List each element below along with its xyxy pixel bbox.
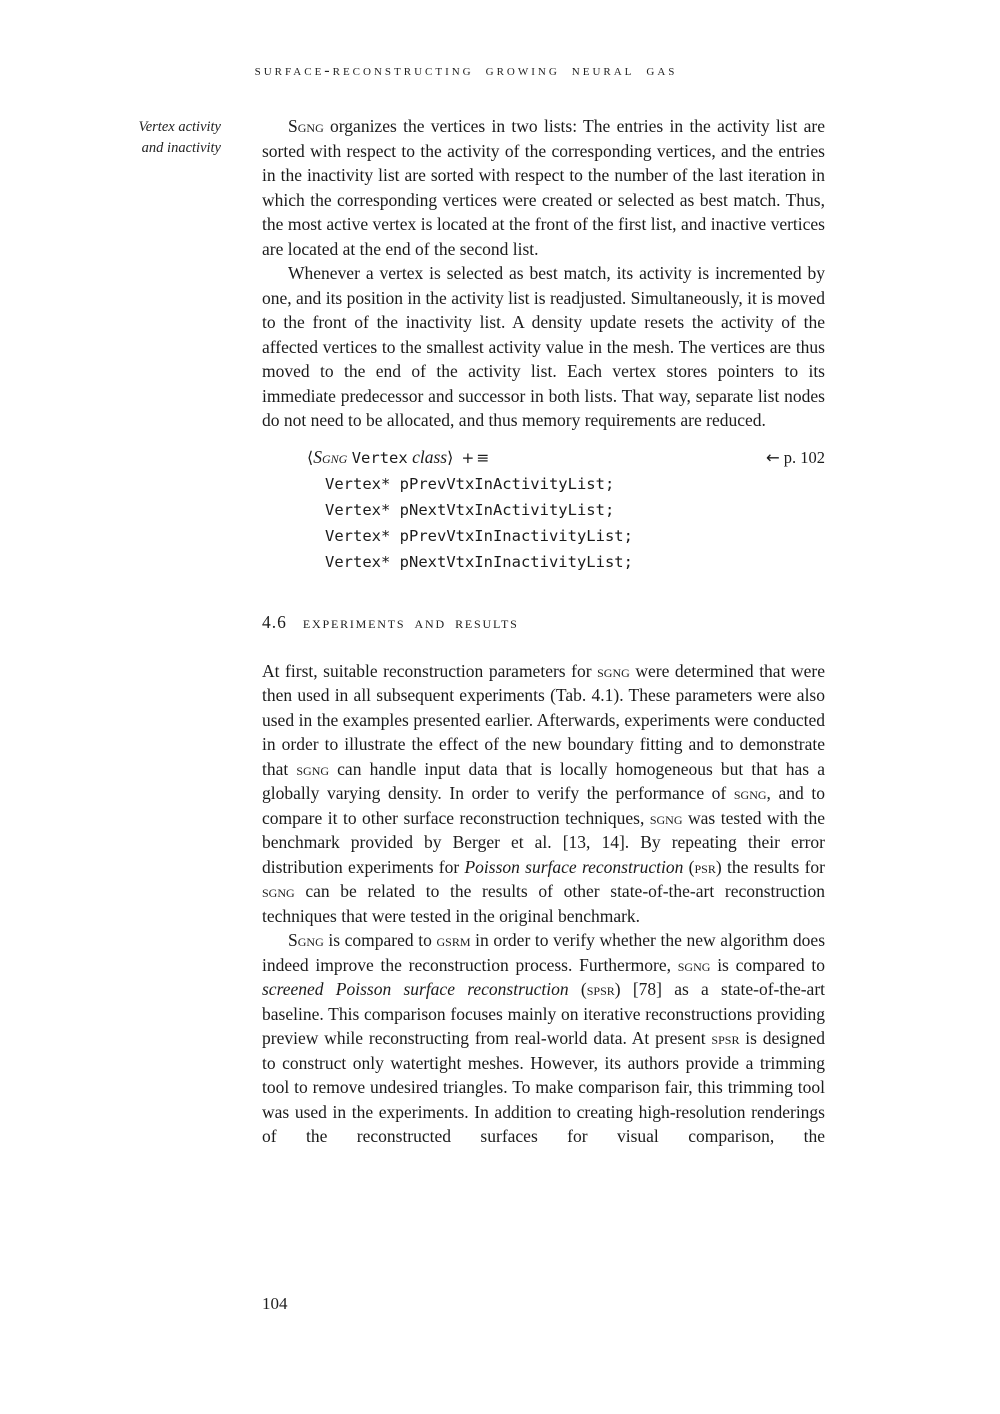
running-header: surface-reconstructing growing neural gas <box>254 62 678 79</box>
paragraph: At first, suitable reconstruction parameters for sgng were determined that were then used in all subsequent experiments (Tab. 4.1). These parameters were also used in the examples presented earlier. Afterwards, experiments were conducted in order to illustrate the effect of the new boundary fitting and to demonstrate that sgng can handle input data that is locally homogeneous but that has a globally varying density. In order to verify the performance of sgng, and to compare it to other surface reconstruction techniques, sgng was tested with the benchmark provided by Berger et al. [13, 14]. By repeating their error distribution experiments for Poisson surface reconstruction (psr) the results for sgng can be related to the results of other state-of-the-art reconstruction techniques that were tested in the original benchmark. <box>262 660 825 926</box>
chunk-name <box>307 444 491 471</box>
margin-note <box>60 117 221 159</box>
chunk-continuation-symbol: +≡ <box>461 448 492 467</box>
code-chunk <box>262 444 825 575</box>
code-chunk-header <box>262 444 825 471</box>
chunk-name-mono: Vertex <box>351 448 408 467</box>
code-line: Vertex* pNextVtxInActivityList; <box>325 500 615 519</box>
paragraph: Sgng organizes the vertices in two lists: The entries in the activity list are sorted with respect to the activity of the corresponding vertices, and the entries in the inactivity list are sorted with respect to the number of the last iteration in which the corresponding vertices were created or selected as best match. Thus, the most active vertex is located at the front of the first list, and inactive vertices are located at the end of the second list. <box>262 116 825 259</box>
code-lines <box>262 471 825 575</box>
body-paragraphs-bottom <box>262 659 825 1149</box>
body-paragraphs-top <box>262 114 825 433</box>
left-arrow-icon: ← <box>765 447 780 467</box>
chunk-close-bracket: ⟩ <box>447 447 454 467</box>
paragraph: Whenever a vertex is selected as best match, its activity is incremented by one, and its position in the activity list is readjusted. Simultaneously, it is moved to the front of the inactivity list. A density update resets the activity of the affected vertices to the smallest activity value in the mesh. The vertices are thus moved to the end of the activity list. Each vertex stores pointers to its immediate predecessor and successor in both lists. That way, separate list nodes do not need to be allocated, and thus memory requirements are reduced. <box>262 263 825 430</box>
code-line: Vertex* pNextVtxInInactivityList; <box>325 552 633 571</box>
code-line: Vertex* pPrevVtxInInactivityList; <box>325 526 633 545</box>
chunk-page-ref-label: p. 102 <box>783 447 825 467</box>
chunk-page-ref <box>766 445 825 471</box>
paragraph: Sgng is compared to gsrm in order to verify whether the new algorithm does indeed improve the reconstruction process. Furthermore, sgng is compared to screened Poisson surface reconstruction (spsr) [78] as a state-of-the-art baseline. This comparison focuses mainly on iterative reconstructions providing preview while reconstructing from real-world data. At present spsr is designed to construct only watertight meshes. However, its authors provide a trimming tool to remove undesired triangles. To make comparison fair, this trimming tool was used in the experiments. In addition to creating high-resolution renderings of the reconstructed surfaces for visual comparison, the <box>262 930 826 1146</box>
chunk-name-italic: class <box>412 446 448 467</box>
section-heading <box>262 611 825 633</box>
chunk-open-bracket: ⟨ <box>307 447 314 467</box>
section-number: 4.6 <box>262 611 287 632</box>
margin-note-line: Vertex activity <box>138 119 221 135</box>
chunk-name-scname: Sgng <box>313 446 348 467</box>
text-block <box>262 114 825 1149</box>
page-number: 104 <box>262 1294 288 1313</box>
margin-note-line: and inactivity <box>141 140 221 156</box>
code-line: Vertex* pPrevVtxInActivityList; <box>325 474 615 493</box>
section-title: experiments and results <box>302 611 519 632</box>
